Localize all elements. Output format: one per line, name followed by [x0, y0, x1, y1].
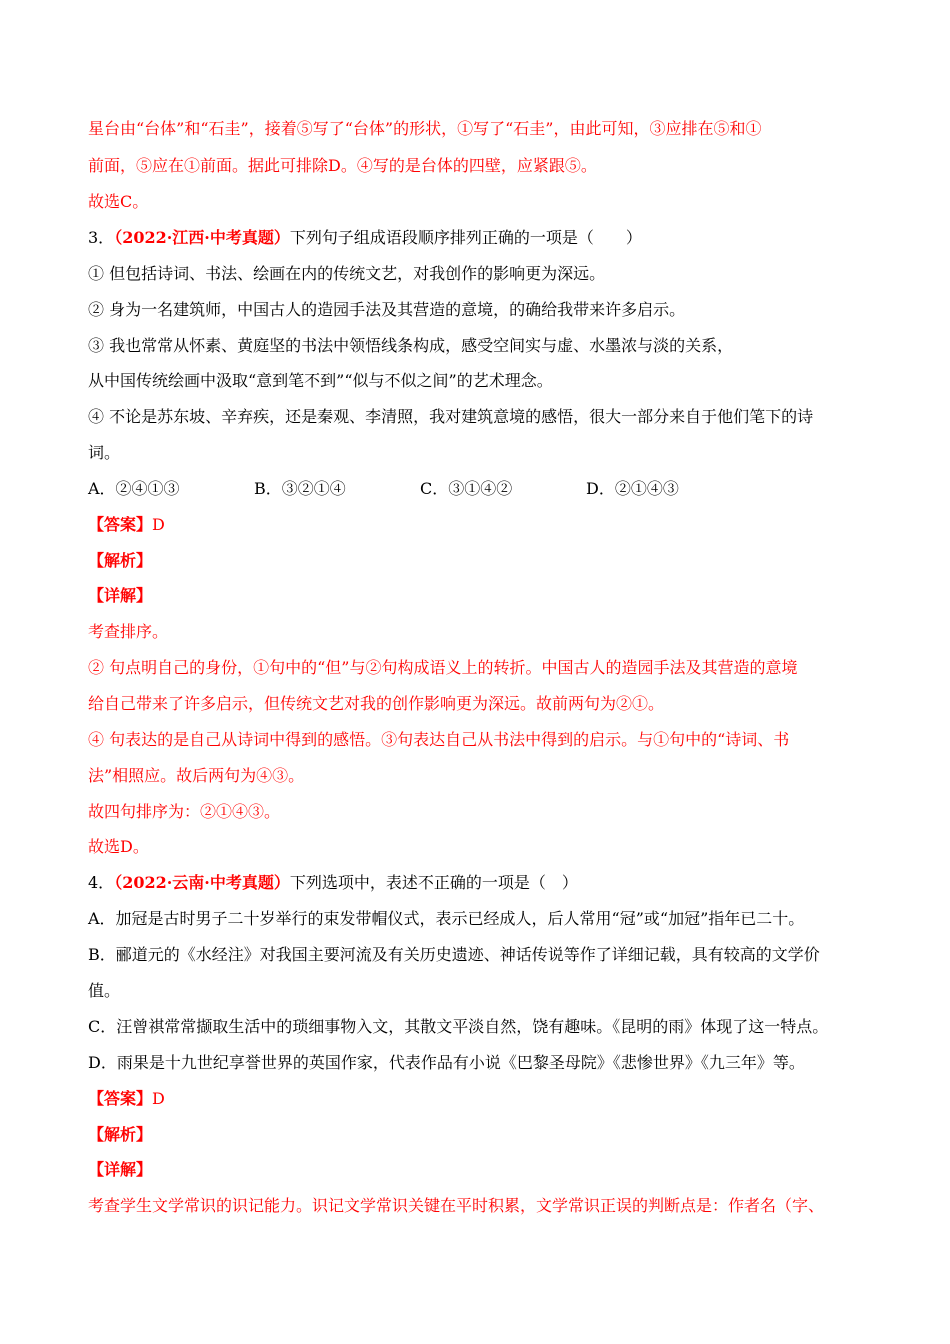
answer-line: [88, 514, 890, 536]
answer-value: D: [152, 515, 165, 534]
continuation-conclusion: 故选C。: [88, 192, 149, 211]
option-d: D．②①④③: [586, 479, 679, 498]
sentence-3-line-2: 从中国传统绘画中汲取“意到笔不到”“似与不似之间”的艺术理念。: [88, 371, 553, 390]
question-4-header: [88, 872, 890, 894]
sentence-3-line-1: ③ 我也常常从怀素、黄庭坚的书法中领悟线条构成，感受空间实与虚、水墨浓与淡的关系，: [88, 336, 734, 355]
sentence-4-line-1: ④ 不论是苏东坡、辛弃疾，还是秦观、李清照，我对建筑意境的感悟，很大一部分来自于他们笔下的诗: [88, 407, 814, 426]
options-row: [88, 478, 890, 500]
q4-option-b-line-2: 值。: [88, 981, 121, 1000]
question-source: （2022·云南·中考真题）: [114, 873, 290, 892]
q4-answer-line: [88, 1088, 890, 1110]
sentence-1: ① 但包括诗词、书法、绘画在内的传统文艺，对我创作的影响更为深远。: [88, 264, 606, 283]
question-number: 3．: [88, 228, 115, 247]
q4-detail-label: 【详解】: [88, 1160, 153, 1179]
question-stem: 下列句子组成语段顺序排列正确的一项是（ ）: [289, 228, 642, 247]
answer-value: D: [152, 1089, 165, 1108]
question-stem: 下列选项中，表述不正确的一项是（ ）: [289, 873, 578, 892]
answer-label: 【答案】: [88, 1089, 153, 1108]
detail-line-3: 给自己带来了许多启示，但传统文艺对我的创作影响更为深远。故前两句为②①。: [88, 694, 665, 713]
q4-analysis-label: 【解析】: [88, 1125, 153, 1144]
detail-label: 【详解】: [88, 586, 153, 605]
option-a: A．②④①③: [88, 479, 180, 498]
detail-line-2: ② 句点明自己的身份，①句中的“但”与②句构成语义上的转折。中国古人的造园手法及其营造的意境: [88, 658, 798, 677]
detail-line-1: 考查排序。: [88, 622, 169, 641]
detail-line-4: ④ 句表达的是自己从诗词中得到的感悟。③句表达自己从书法中得到的启示。与①句中的“诗词、书: [88, 730, 790, 749]
sentence-2: ② 身为一名建筑师，中国古人的造园手法及其营造的意境，的确给我带来许多启示。: [88, 300, 686, 319]
q4-option-a: A．加冠是古时男子二十岁举行的束发带帽仪式，表示已经成人，后人常用“冠”或“加冠”指年已二十。: [88, 909, 805, 928]
q4-detail-line-1: 考查学生文学常识的识记能力。识记文学常识关键在平时积累，文学常识正误的判断点是：作者名（字、: [88, 1196, 825, 1215]
option-c: C．③①④②: [420, 479, 513, 498]
question-source: （2022·江西·中考真题）: [114, 228, 290, 247]
continuation-line-2: 前面，⑤应在①前面。据此可排除D。④写的是台体的四壁，应紧跟⑤。: [88, 156, 597, 175]
detail-line-5: 法”相照应。故后两句为④③。: [88, 766, 305, 785]
analysis-label: 【解析】: [88, 551, 153, 570]
question-number: 4．: [88, 873, 115, 892]
q4-option-d: D．雨果是十九世纪享誉世界的英国作家，代表作品有小说《巴黎圣母院》《悲惨世界》《九三年》等。: [88, 1053, 805, 1072]
continuation-line-1: 星台由“台体”和“石圭”，接着⑤写了“台体”的形状，①写了“石圭”，由此可知，③应排在⑤和①: [88, 119, 762, 138]
detail-line-6: 故四句排序为：②①④③。: [88, 802, 281, 821]
sentence-4-line-2: 词。: [88, 443, 121, 462]
question-3-header: [88, 227, 890, 249]
answer-label: 【答案】: [88, 515, 153, 534]
option-b: B．③②①④: [254, 479, 346, 498]
detail-line-7: 故选D。: [88, 837, 149, 856]
q4-option-b-line-1: B．郦道元的《水经注》对我国主要河流及有关历史遗迹、神话传说等作了详细记载，具有较高的文学价: [88, 945, 820, 964]
q4-option-c: C．汪曾祺常常撷取生活中的琐细事物入文，其散文平淡自然，饶有趣味。《昆明的雨》体现了这一特点。: [88, 1017, 829, 1036]
